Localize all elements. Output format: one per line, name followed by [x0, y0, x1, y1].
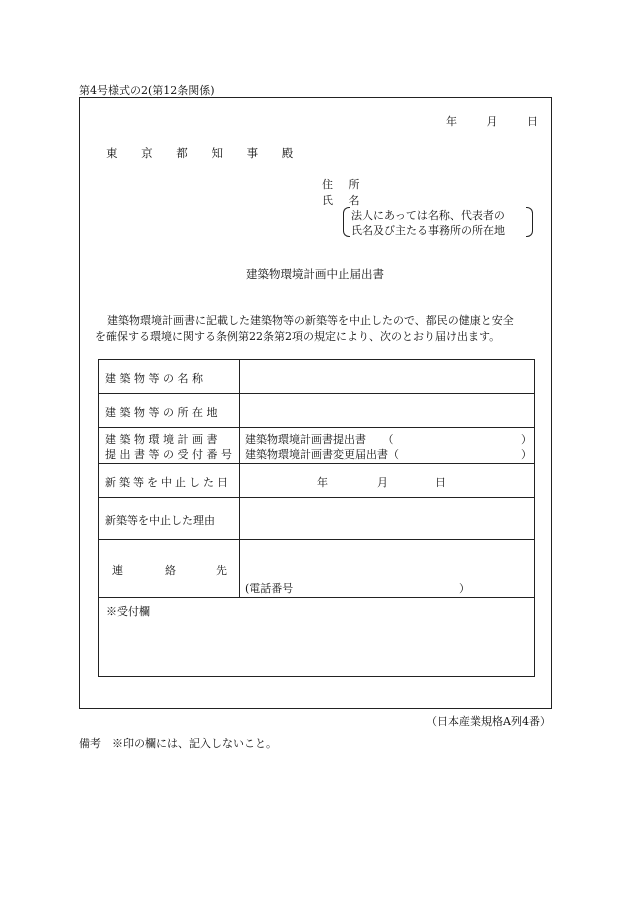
reception-number-label-line-1: 建 築 物 環 境 計 画 書 [105, 433, 218, 446]
right-bracket [526, 207, 533, 237]
label-cell [99, 540, 240, 597]
stop-reason-field[interactable] [241, 498, 534, 539]
reception-number-label-line-2: 提 出 書 等 の 受 付 番 号 [105, 448, 232, 461]
reception-field-label: ※受付欄 [106, 605, 150, 618]
contact-label-char-1: 連 [112, 564, 123, 577]
stop-date-day: 日 [435, 476, 446, 489]
date-month-label: 月 [486, 115, 498, 128]
stop-date-year: 年 [317, 476, 328, 489]
corporation-note-line-2: 氏名及び主たる事務所の所在地 [351, 224, 505, 237]
label-cell [99, 360, 240, 393]
phone-number-label: (電話番号 [245, 582, 294, 595]
reception-option-change-close: ） [521, 448, 532, 461]
building-location-label: 建 築 物 等 の 所 在 地 [105, 406, 218, 419]
body-line-1: 建築物環境計画書に記載した建築物等の新築等を中止したので、都民の健康と安全 [107, 314, 514, 327]
reception-option-change: 建築物環境計画書変更届出書（ [245, 448, 399, 461]
stop-reason-label: 新築等を中止した理由 [105, 514, 215, 527]
reception-option-submission-close: ） [521, 433, 532, 446]
label-cell [99, 394, 240, 427]
building-name-label: 建 築 物 等 の 名 称 [105, 372, 203, 385]
address-label: 住 所 [322, 178, 366, 191]
label-cell [99, 498, 240, 539]
name-label: 氏 名 [322, 194, 366, 207]
corporation-note-line-1: 法人にあっては名称、代表者の [351, 209, 505, 222]
table-row-stop-date [99, 464, 534, 498]
jis-size-note: （日本産業規格A列4番） [426, 715, 551, 728]
date-line [446, 113, 538, 129]
form-number: 第4号様式の2(第12条関係) [79, 84, 215, 97]
info-table [98, 359, 535, 677]
date-year-label: 年 [446, 115, 457, 128]
phone-number-close: ） [459, 582, 470, 595]
body-paragraph [95, 313, 550, 345]
table-row-building-location [99, 394, 534, 428]
left-bracket [343, 207, 350, 237]
building-name-field[interactable] [241, 360, 534, 393]
reception-option-submission: 建築物環境計画書提出書 （ [245, 433, 394, 446]
stop-date-label: 新築等を中止した日 [105, 476, 231, 489]
date-day-label: 日 [527, 115, 538, 128]
remarks: 備考 ※印の欄には、記入しないこと。 [79, 737, 277, 750]
contact-label-char-2: 絡 [165, 564, 176, 577]
label-cell [99, 428, 240, 463]
table-row-reception-field [99, 598, 534, 676]
corporation-note [343, 206, 533, 238]
building-location-field[interactable] [241, 394, 534, 427]
label-cell [99, 464, 240, 497]
table-row-stop-reason [99, 498, 534, 540]
contact-label-char-3: 先 [216, 564, 227, 577]
document-title: 建築物環境計画中止届出書 [246, 267, 384, 281]
body-line-2: を確保する環境に関する条例第22条第2項の規定により、次のとおり届け出ます。 [95, 330, 501, 343]
table-row-contact [99, 540, 534, 598]
table-row-reception-number [99, 428, 534, 464]
stop-date-month: 月 [377, 476, 388, 489]
table-row-building-name [99, 360, 534, 394]
addressee: 東 京 都 知 事 殿 [106, 146, 304, 160]
